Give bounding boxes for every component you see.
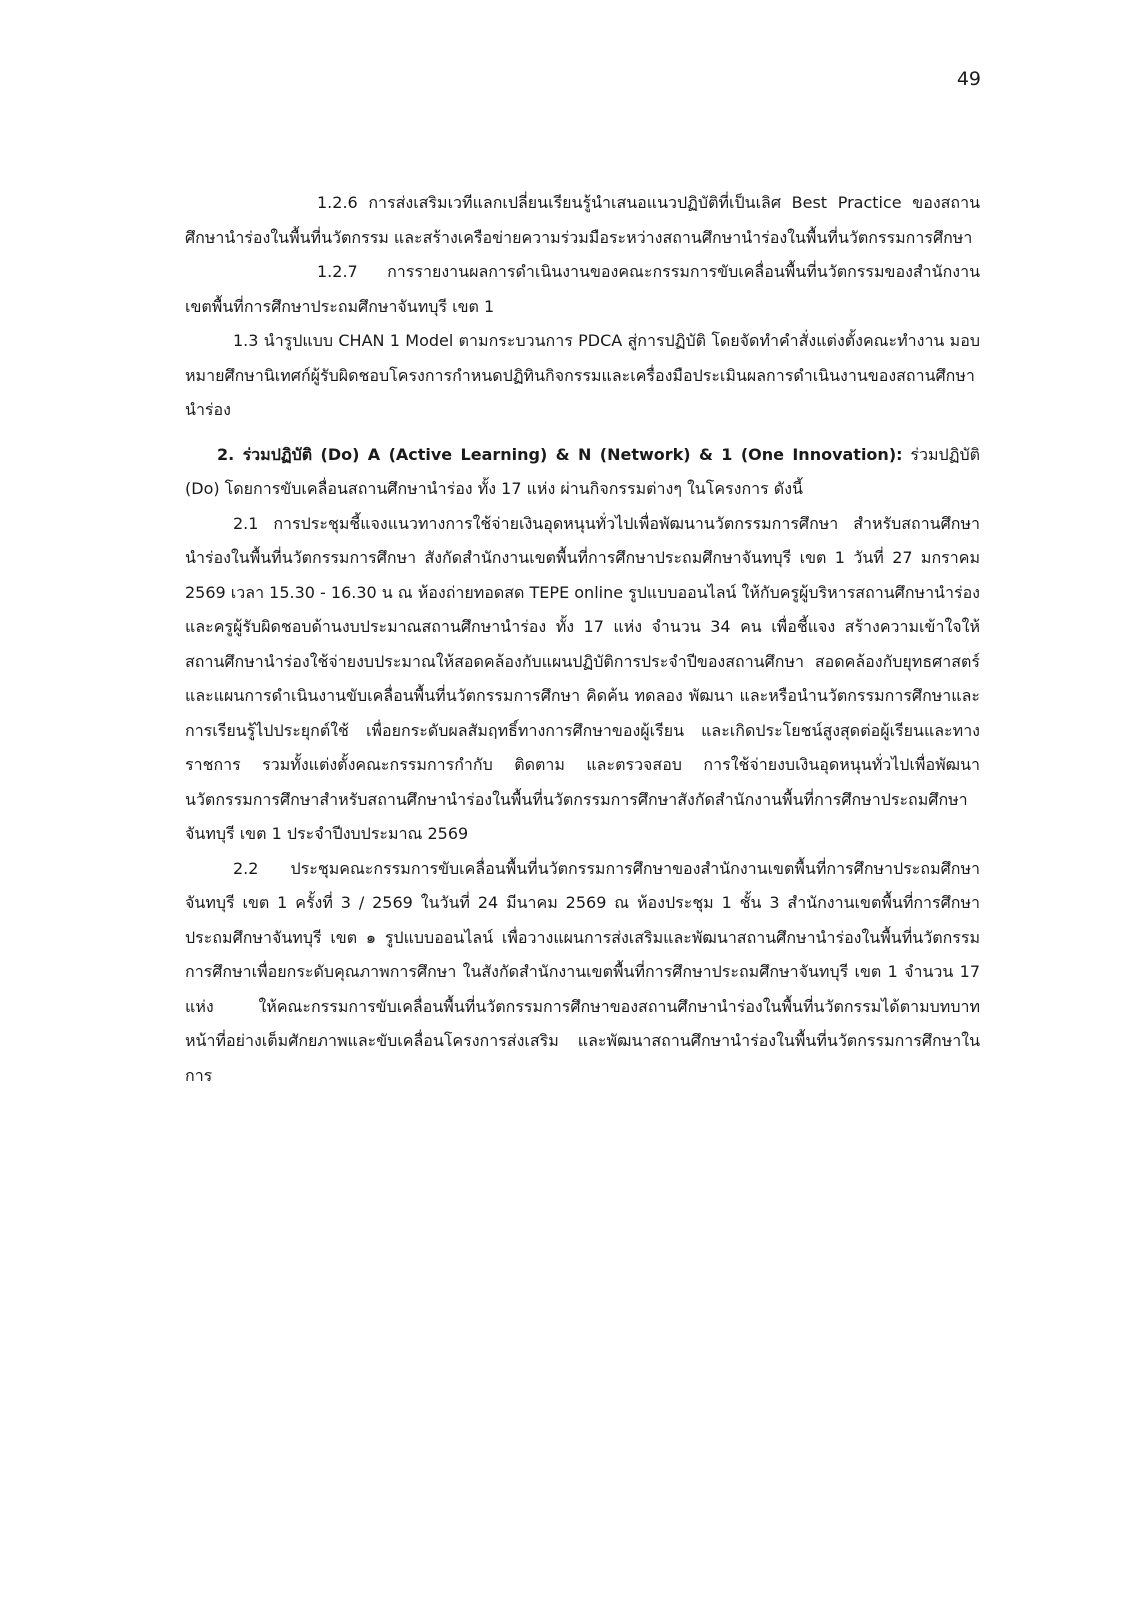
paragraph-1-3: 1.3 นำรูปแบบ CHAN 1 Model ตามกระบวนการ PDCA สู่การปฏิบัติ โดยจัดทำคำสั่งแต่งตั้งคณะทำงาน มอบหมายศึกษานิเทศก์ผู้รับผิดชอบโครงการกำหนดปฏิทินกิจกรรมและเครื่องมือประเมินผลการดำเนินงานของสถานศึกษานำร่อง — [185, 331, 980, 419]
paragraph-2-1: 2.1 การประชุมชี้แจงแนวทางการใช้จ่ายเงินอุดหนุนทั่วไปเพื่อพัฒนานวัตกรรมการศึกษา สำหรับสถานศึกษานำร่องในพื้นที่นวัตกรรมการศึกษา สังกัดสำนักงานเขตพื้นที่การศึกษาประถมศึกษาจันทบุรี เขต 1 วันที่ 27 มกราคม 2569 เวลา 15.30 - 16.30 น ณ ห้องถ่ายทอดสด TEPE online รูปแบบออนไลน์ ให้กับครูผู้บริหารสถานศึกษานำร่อง และครูผู้รับผิดชอบด้านงบประมาณสถานศึกษานำร่อง ทั้ง 17 แห่ง จำนวน 34 คน เพื่อชี้แจง สร้างความเข้าใจให้สถานศึกษานำร่องใช้จ่ายงบประมาณให้สอดคล้องกับแผนปฏิบัติการประจำปีของสถานศึกษา สอดคล้องกับยุทธศาสตร์และแผนการดำเนินงานขับเคลื่อนพื้นที่นวัตกรรมการศึกษา คิดค้น ทดลอง พัฒนา และหรือนำนวัตกรรมการศึกษาและการเรียนรู้ไปประยุกต์ใช้ เพื่อยกระดับผลสัมฤทธิ์ทางการศึกษาของผู้เรียน และเกิดประโยชน์สูงสุดต่อผู้เรียนและทางราชการ รวมทั้งแต่งตั้งคณะกรรมการกำกับ ติดตาม และตรวจสอบ การใช้จ่ายงบเงินอุดหนุนทั่วไปเพื่อพัฒนานวัตกรรมการศึกษาสำหรับสถานศึกษานำร่องในพื้นที่นวัตกรรมการศึกษาสังกัดสำนักงานพื้นที่การศึกษาประถมศึกษาจันทบุรี เขต 1 ประจำปีงบประมาณ 2569 — [185, 513, 980, 843]
paragraph-2-2: 2.2 ประชุมคณะกรรมการขับเคลื่อนพื้นที่นวัตกรรมการศึกษาของสำนักงานเขตพื้นที่การศึกษาประถมศึกษาจันทบุรี เขต 1 ครั้งที่ 3 / 2569 ในวันที่ 24 มีนาคม 2569 ณ ห้องประชุม 1 ชั้น 3 สำนักงานเขตพื้นที่การศึกษาประถมศึกษาจันทบุรี เขต ๑ รูปแบบออนไลน์ เพื่อวางแผนการส่งเสริมและพัฒนาสถานศึกษานำร่องในพื้นที่นวัตกรรมการศึกษาเพื่อยกระดับคุณภาพการศึกษา ในสังกัดสำนักงานเขตพื้นที่การศึกษาประถมศึกษาจันทบุรี เขต 1 จำนวน 17 แห่ง ให้คณะกรรมการขับเคลื่อนพื้นที่นวัตกรรมการศึกษาของสถานศึกษานำร่องในพื้นที่นวัตกรรมได้ตามบทบาทหน้าที่อย่างเต็มศักยภาพและขับเคลื่อนโครงการส่งเสริม และพัฒนาสถานศึกษานำร่องในพื้นที่นวัตกรรมการศึกษาในการ — [185, 858, 981, 1085]
paragraph-1-2-6: 1.2.6 การส่งเสริมเวทีแลกเปลี่ยนเรียนรู้นำเสนอแนวปฏิบัติที่เป็นเลิศ Best Practice ของสถานศึกษานำร่องในพื้นที่นวัตกรรม และสร้างเครือข่ายความร่วมมือระหว่างสถานศึกษานำร่องในพื้นที่นวัตกรรมการศึกษา — [185, 193, 980, 247]
page-number: 49 — [956, 68, 981, 90]
paragraph-1-2-7: 1.2.7 การรายงานผลการดำเนินงานของคณะกรรมการขับเคลื่อนพื้นที่นวัตกรรมของสำนักงานเขตพื้นที่การศึกษาประถมศึกษาจันทบุรี เขต 1 — [185, 262, 980, 316]
paragraph-2-body: ร่วมปฏิบัติ (Do) โดยการขับเคลื่อนสถานศึกษานำร่อง ทั้ง 17 แห่ง ผ่านกิจกรรมต่างๆ ในโครงการ ดังนี้ — [185, 444, 980, 498]
section-heading-2: 2. ร่วมปฏิบัติ (Do) A (Active Learning) & N (Network) & 1 (One Innovation): — [217, 444, 903, 464]
document-body — [185, 186, 980, 1093]
paragraph-2 — [185, 438, 980, 507]
